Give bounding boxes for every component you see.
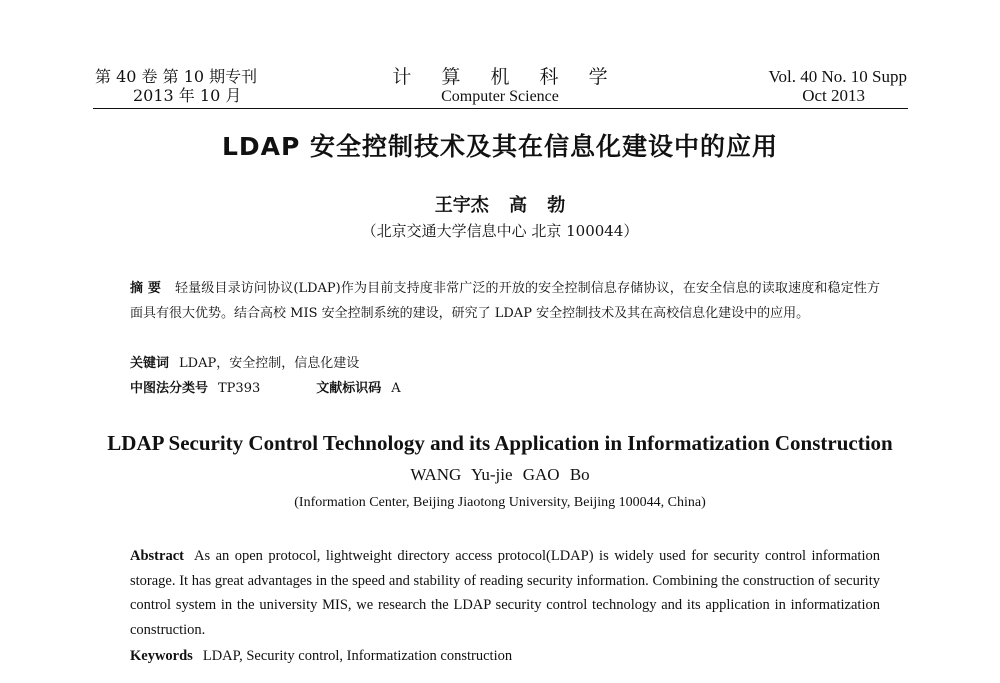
abstract-label-en: Abstract bbox=[130, 548, 184, 564]
volume-en: Vol. 40 No. 10 Supp bbox=[768, 67, 907, 86]
journal-name-cn: 计 算 机 科 学 bbox=[392, 66, 620, 88]
keywords-en bbox=[130, 648, 512, 665]
keywords-label-en: Keywords bbox=[130, 648, 193, 664]
authors-en: WANG Yu-jie GAO Bo bbox=[410, 465, 590, 484]
date-cn: 2013 年 10 月 bbox=[133, 86, 242, 105]
journal-volume-info bbox=[768, 67, 907, 105]
doc-code-label: 文献标识码 bbox=[316, 381, 382, 396]
affiliation-cn: （北京交通大学信息中心 北京 100044） bbox=[361, 222, 639, 240]
doc-code-value: A bbox=[391, 381, 401, 396]
keywords-cn bbox=[130, 352, 359, 371]
clc-value: TP393 bbox=[218, 381, 261, 396]
abstract-label-cn: 摘 要 bbox=[130, 281, 161, 296]
classification-cn bbox=[130, 377, 401, 396]
issue-cn: 第 40 卷 第 10 期专刊 bbox=[95, 67, 258, 86]
abstract-en bbox=[130, 544, 880, 642]
abstract-cn bbox=[130, 277, 880, 326]
abstract-text-en: As an open protocol, lightweight directory access protocol(LDAP) is widely used for security control information storage. It has great advantages in the speed and stability of reading security information. Combining the construction of security control system in the university MIS, we research the LDAP security control technology and its application in informatization construction. bbox=[130, 548, 880, 638]
date-en: Oct 2013 bbox=[802, 86, 865, 105]
keywords-text-en: LDAP, Security control, Informatization construction bbox=[202, 648, 513, 664]
clc-label: 中图法分类号 bbox=[130, 381, 209, 396]
affiliation-en: (Information Center, Beijing Jiaotong University, Beijing 100044, China) bbox=[294, 495, 706, 510]
keywords-text-cn: LDAP，安全控制，信息化建设 bbox=[179, 356, 360, 371]
journal-name-en: Computer Science bbox=[441, 88, 559, 105]
header-rule bbox=[93, 108, 908, 109]
paper-title-cn: LDAP 安全控制技术及其在信息化建设中的应用 bbox=[221, 132, 779, 161]
authors-cn: 王宇杰 高 勃 bbox=[434, 195, 566, 216]
abstract-text-cn: 轻量级目录访问协议(LDAP)作为目前支持度非常广泛的开放的安全控制信息存储协议，在安全信息的读取速度和稳定性方面具有很大优势。结合高校 MIS 安全控制系统的建设，研究了 LDAP 安全控制技术及其在高校信息化建设中的应用。 bbox=[130, 281, 881, 321]
paper-title-en: LDAP Security Control Technology and its Application in Informatization Construction bbox=[107, 431, 893, 455]
keywords-label-cn: 关键词 bbox=[130, 356, 170, 371]
